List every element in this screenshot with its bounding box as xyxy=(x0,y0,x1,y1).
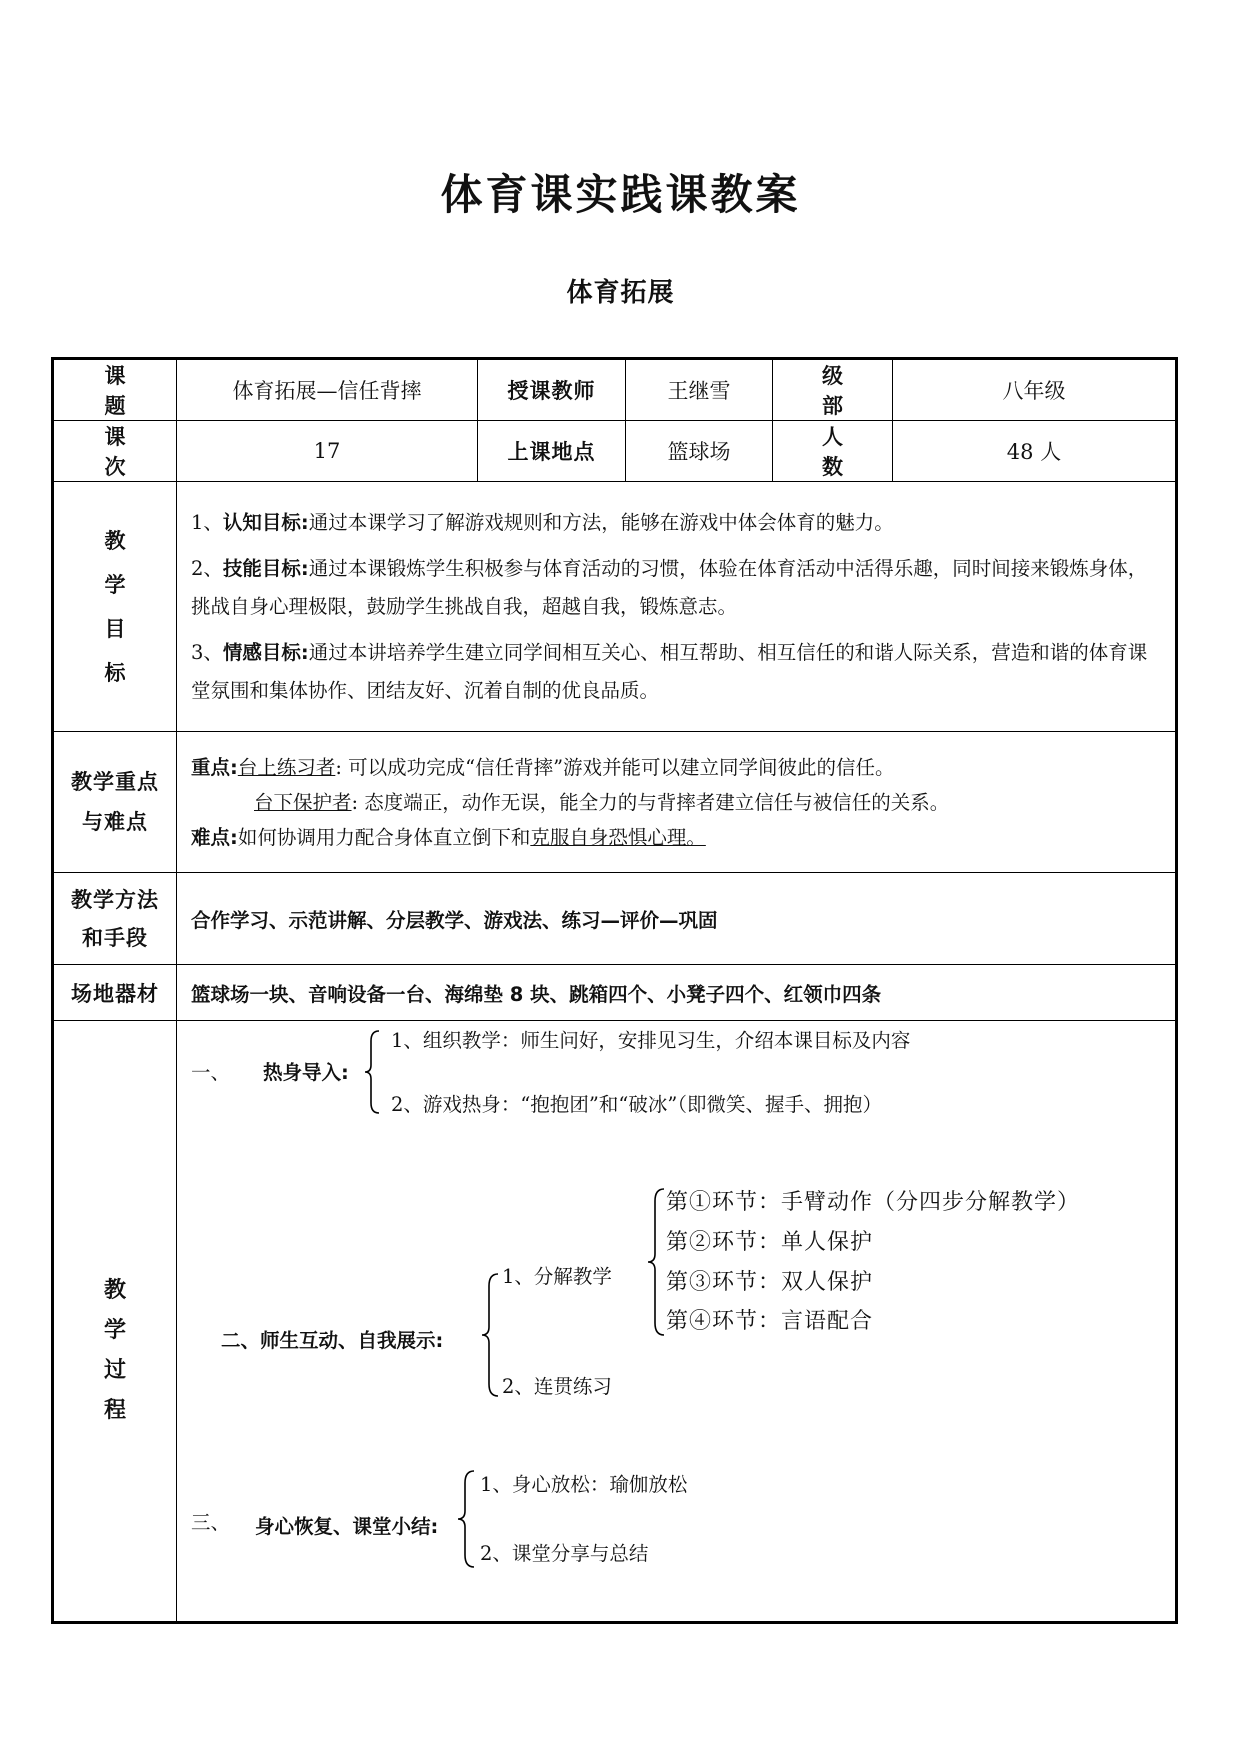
part1-number: 一、 xyxy=(191,1061,231,1084)
info-row-1 xyxy=(53,359,1177,421)
focus-diff-label: 难点: xyxy=(191,825,238,849)
goal-2-key: 技能目标: xyxy=(222,556,309,580)
goals-label-line1: 教 学 xyxy=(104,528,148,597)
teacher-label: 授课教师 xyxy=(478,359,626,421)
goal-skill xyxy=(191,550,1161,626)
focus-diff-underlined: 克服自身恐惧心理。 xyxy=(530,825,706,849)
part3-number: 三、 xyxy=(191,1511,231,1534)
focus-role-1: 台上练习者 xyxy=(237,755,336,779)
part1-title: 热身导入: xyxy=(263,1061,349,1084)
part2-title: 二、师生互动、自我展示: xyxy=(221,1329,444,1352)
process-label-char-3: 过 xyxy=(103,1358,126,1383)
focus-content xyxy=(177,732,1177,873)
part3-item-2: 2、课堂分享与总结 xyxy=(480,1542,649,1565)
equipment-value: 篮球场一块、音响设备一台、海绵垫 8 块、跳箱四个、小凳子四个、红领巾四条 xyxy=(177,965,1177,1021)
goal-1-text: 通过本课学习了解游戏规则和方法，能够在游戏中体会体育的魅力。 xyxy=(308,510,894,534)
goal-3-key: 情感目标: xyxy=(222,640,309,664)
process-label-char-4: 程 xyxy=(103,1398,126,1423)
document-subtitle: 体育拓展 xyxy=(566,278,675,308)
grade-value: 八年级 xyxy=(893,359,1177,421)
methods-value: 合作学习、示范讲解、分层教学、游戏法、练习—评价—巩固 xyxy=(177,873,1177,965)
count-value: 48 人 xyxy=(893,421,1177,482)
part3-item-1: 1、身心放松：瑜伽放松 xyxy=(480,1473,688,1496)
process-label-char-2: 学 xyxy=(103,1318,126,1343)
lesson-plan-table xyxy=(51,357,1178,1624)
focus-key-label: 重点: xyxy=(191,755,238,779)
document-title: 体育课实践课教案 xyxy=(440,170,801,219)
part2-brace xyxy=(480,1272,502,1398)
process-label-char-1: 教 xyxy=(103,1278,126,1303)
goal-emotion xyxy=(191,634,1161,710)
focus-difficulty-line xyxy=(191,820,1161,855)
part1-brace xyxy=(363,1029,383,1115)
grade-label: 级 部 xyxy=(773,359,893,421)
goal-cognitive xyxy=(191,504,1161,542)
goal-3-text: 通过本讲培养学生建立同学间相互关心、相互帮助、相互信任的和谐人际关系，营造和谐的体育课堂氛围和集体协作、团结友好、沉着自制的优良品质。 xyxy=(191,640,1148,702)
place-value: 篮球场 xyxy=(626,421,773,482)
part3-brace xyxy=(456,1469,478,1569)
goal-1-key: 认知目标: xyxy=(222,510,309,534)
teacher-value: 王继雪 xyxy=(626,359,773,421)
lesson-label: 课 次 xyxy=(53,421,177,482)
goals-row xyxy=(53,482,1177,732)
equipment-row xyxy=(53,965,1177,1021)
methods-label-line1: 教学方法 xyxy=(71,887,159,912)
part2-step-1: 第①环节：手臂动作（分四步分解教学） xyxy=(666,1190,1081,1215)
focus-label-line2: 与难点 xyxy=(82,810,148,834)
process-row xyxy=(53,1021,1177,1623)
topic-label: 课 题 xyxy=(53,359,177,421)
goal-1-prefix: 1、 xyxy=(191,510,223,534)
place-label: 上课地点 xyxy=(478,421,626,482)
count-label: 人 数 xyxy=(773,421,893,482)
methods-row xyxy=(53,873,1177,965)
process-content xyxy=(177,1021,1177,1623)
goals-label xyxy=(53,482,177,732)
focus-row xyxy=(53,732,1177,873)
goal-2-text: 通过本课锻炼学生积极参与体育活动的习惯，体验在体育活动中活得乐趣，同时间接来锻炼身体，挑战自身心理极限，鼓励学生挑战自我，超越自我，锻炼意志。 xyxy=(191,556,1148,618)
part1-item-1: 1、组织教学：师生问好，安排见习生，介绍本课目标及内容 xyxy=(391,1029,911,1052)
focus-role-2-text: : 态度端正，动作无误，能全力的与背摔者建立信任与被信任的关系。 xyxy=(351,790,950,814)
focus-label xyxy=(53,732,177,873)
part1-item-2: 2、游戏热身：“抱抱团”和“破冰”（即微笑、握手、拥抱） xyxy=(391,1093,883,1116)
part2-step-3: 第③环节：双人保护 xyxy=(666,1270,874,1295)
focus-label-line1: 教学重点 xyxy=(71,770,159,794)
focus-protector-line xyxy=(191,785,1161,820)
part3-title: 身心恢复、课堂小结: xyxy=(255,1515,439,1538)
lesson-value: 17 xyxy=(177,421,478,482)
focus-role-2: 台下保护者 xyxy=(254,790,352,814)
part2-steps-brace xyxy=(646,1187,668,1337)
equipment-label: 场地器材 xyxy=(53,965,177,1021)
goal-2-prefix: 2、 xyxy=(191,556,223,580)
focus-key-line xyxy=(191,750,1161,785)
focus-diff-text: 如何协调用力配合身体直立倒下和 xyxy=(237,825,531,849)
focus-role-1-text: : 可以成功完成“信任背摔”游戏并能可以建立同学间彼此的信任。 xyxy=(335,755,895,779)
goal-3-prefix: 3、 xyxy=(191,640,223,664)
process-diagram xyxy=(177,1021,1175,1621)
part2-step-4: 第④环节：言语配合 xyxy=(666,1309,874,1334)
goals-content xyxy=(177,482,1177,732)
methods-label xyxy=(53,873,177,965)
part2-step-2: 第②环节：单人保护 xyxy=(666,1230,874,1255)
part2-item-2: 2、连贯练习 xyxy=(502,1375,612,1398)
methods-label-line2: 和手段 xyxy=(82,925,148,950)
topic-value: 体育拓展—信任背摔 xyxy=(177,359,478,421)
part2-item-1: 1、分解教学 xyxy=(502,1265,612,1288)
goals-label-line2: 目 标 xyxy=(104,616,148,685)
info-row-2 xyxy=(53,421,1177,482)
process-label xyxy=(53,1021,177,1623)
